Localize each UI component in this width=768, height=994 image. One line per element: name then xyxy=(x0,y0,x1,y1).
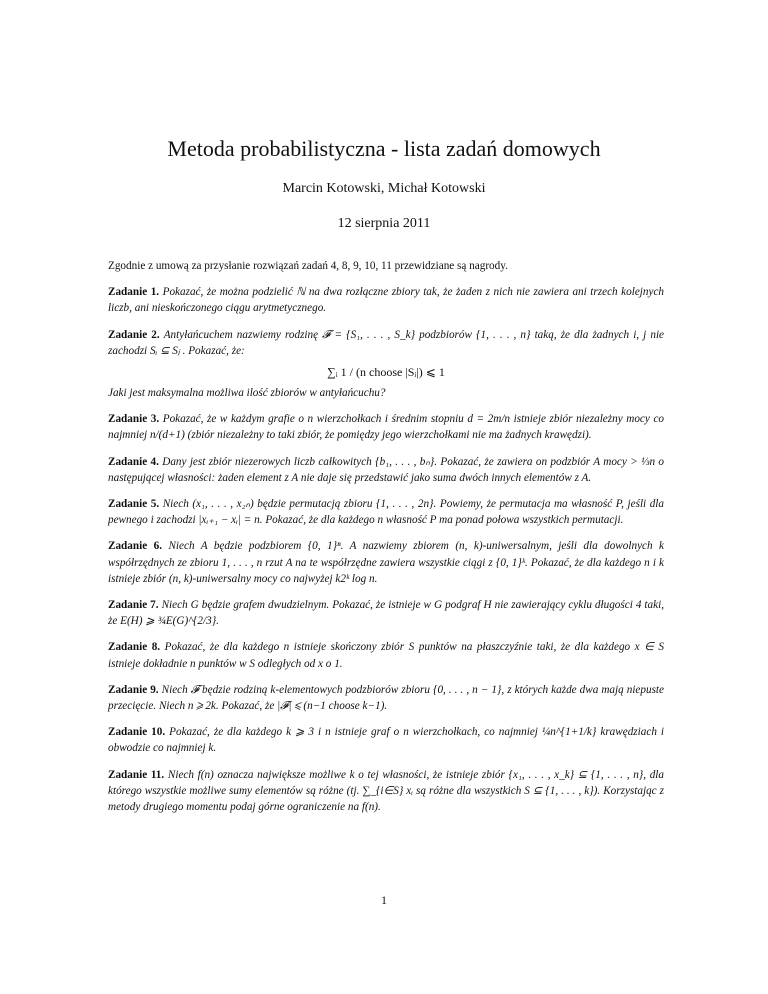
task-text: Niech A będzie podzbiorem {0, 1}ⁿ. A nazwiemy zbiorem (n, k)-uniwersalnym, jeśli dla dowolnych k współrzędnych ze zbioru 1, . . . , n rzut A na te współrzędne zawiera wszystkie ciągi z {0, 1}ᵏ. Pokazać, że dla każdego n i k istnieje zbiór (n, k)-uniwersalny mocy co najwyżej k2ᵏ log n. xyxy=(108,540,664,585)
task-text: Dany jest zbiór niezerowych liczb całkowitych {b₁, . . . , bₙ}. Pokazać, że zawiera on podzbiór A mocy > ⅓n o następującej własności: żaden element z A nie daje się przedstawić jako suma dwóch innych elementów z A. xyxy=(108,455,665,484)
task-4 xyxy=(108,454,664,486)
date: 12 sierpnia 2011 xyxy=(337,216,431,231)
task-label: Zadanie 7. xyxy=(108,599,159,612)
task-text: Niech (x₁, . . . , x₂ₙ) będzie permutacją zbioru {1, . . . , 2n}. Powiemy, że permutacja ma własność P, jeśli dla pewnego i zachodzi |xᵢ₊₁ − xᵢ| = n. Pokazać, że dla każdego n własność P ma ponad połowa wszystkich permutacji. xyxy=(108,498,665,527)
task-text: Pokazać, że w każdym grafie o n wierzchołkach i średnim stopniu d = 2m/n istnieje zbiór niezależny mocy co najmniej n/(d+1) (zbiór niezależny to taki zbiór, że pomiędzy jego wierzchołkami nie ma żadnych krawędzi). xyxy=(108,413,665,442)
task-7 xyxy=(108,597,664,629)
task-label: Zadanie 1. xyxy=(108,286,160,299)
document-title: Metoda probabilistyczna - lista zadań domowych xyxy=(167,136,601,161)
task-text: Niech G będzie grafem dwudzielnym. Pokazać, że istnieje w G podgraf H nie zawierający cyklu długości 4 taki, że E(H) ⩾ ¾E(G)^{2/3}. xyxy=(108,599,664,628)
task-text: Niech 𝓕 będzie rodziną k-elementowych podzbiorów zbioru {0, . . . , n − 1}, z których każde dwa mają niepuste przecięcie. Niech n ⩾ 2k. Pokazać, że |𝓕| ⩽ (n−1 choose k−1). xyxy=(108,683,665,713)
formula: ∑ᵢ 1 / (n choose |Sᵢ|) ⩽ 1 xyxy=(327,365,445,380)
task-3 xyxy=(108,411,664,443)
task-label: Zadanie 4. xyxy=(108,455,159,468)
document-body xyxy=(108,258,664,825)
task-11 xyxy=(108,767,664,816)
task-8 xyxy=(108,639,664,671)
task-5 xyxy=(108,496,664,528)
intro-paragraph: Zgodnie z umową za przysłanie rozwiązań zadań 4, 8, 9, 10, 11 przewidziane są nagrody. xyxy=(108,260,508,272)
task-label: Zadanie 5. xyxy=(108,498,160,511)
task-label: Zadanie 8. xyxy=(108,641,161,654)
task-label: Zadanie 11. xyxy=(108,768,165,781)
task-followup: Jaki jest maksymalna możliwa ilość zbiorów w antyłańcuchu? xyxy=(108,387,386,400)
task-label: Zadanie 10. xyxy=(108,726,166,739)
page-number: 1 xyxy=(381,893,387,907)
task-label: Zadanie 2. xyxy=(108,328,160,341)
task-9 xyxy=(108,682,664,714)
task-label: Zadanie 3. xyxy=(108,413,160,426)
authors: Marcin Kotowski, Michał Kotowski xyxy=(282,181,486,196)
task-label: Zadanie 6. xyxy=(108,540,162,553)
task-6 xyxy=(108,538,664,587)
task-text: Pokazać, że dla każdego n istnieje skończony zbiór S punktów na płaszczyźnie taki, że dla każdego x ∈ S istnieje dokładnie n punktów w S odległych od x o 1. xyxy=(108,641,665,670)
task-1 xyxy=(108,284,664,316)
task-text: Pokazać, że dla każdego k ⩾ 3 i n istnieje graf o n wierzchołkach, co najmniej ¼n^{1+1/k} krawędziach i obwodzie co najmniej k. xyxy=(108,726,665,755)
task-2 xyxy=(108,327,664,402)
task-text: Niech f(n) oznacza największe możliwe k o tej własności, że istnieje zbiór {x₁, . . . , x_k} ⊆ {1, . . . , n}, dla którego wszystkie możliwe sumy elementów są różne (tj. ∑_{i∈S} xᵢ są różne dla wszystkich S ⊆ {1, . . . , k}). Korzystając z metody drugiego momentu podaj górne ograniczenie na f(n). xyxy=(108,768,665,814)
task-label: Zadanie 9. xyxy=(108,683,159,696)
task-text: Antyłańcuchem nazwiemy rodzinę 𝓕 = {S₁, . . . , S_k} podzbiorów {1, . . . , n} taką, że dla żadnych i, j nie zachodzi Sᵢ ⊆ Sⱼ . Pokazać, że: xyxy=(108,328,665,357)
task-10 xyxy=(108,724,664,756)
task-text: Pokazać, że można podzielić ℕ na dwa rozłączne zbiory tak, że żaden z nich nie zawiera ani trzech kolejnych liczb, ani nieskończonego ciągu arytmetycznego. xyxy=(108,286,665,315)
